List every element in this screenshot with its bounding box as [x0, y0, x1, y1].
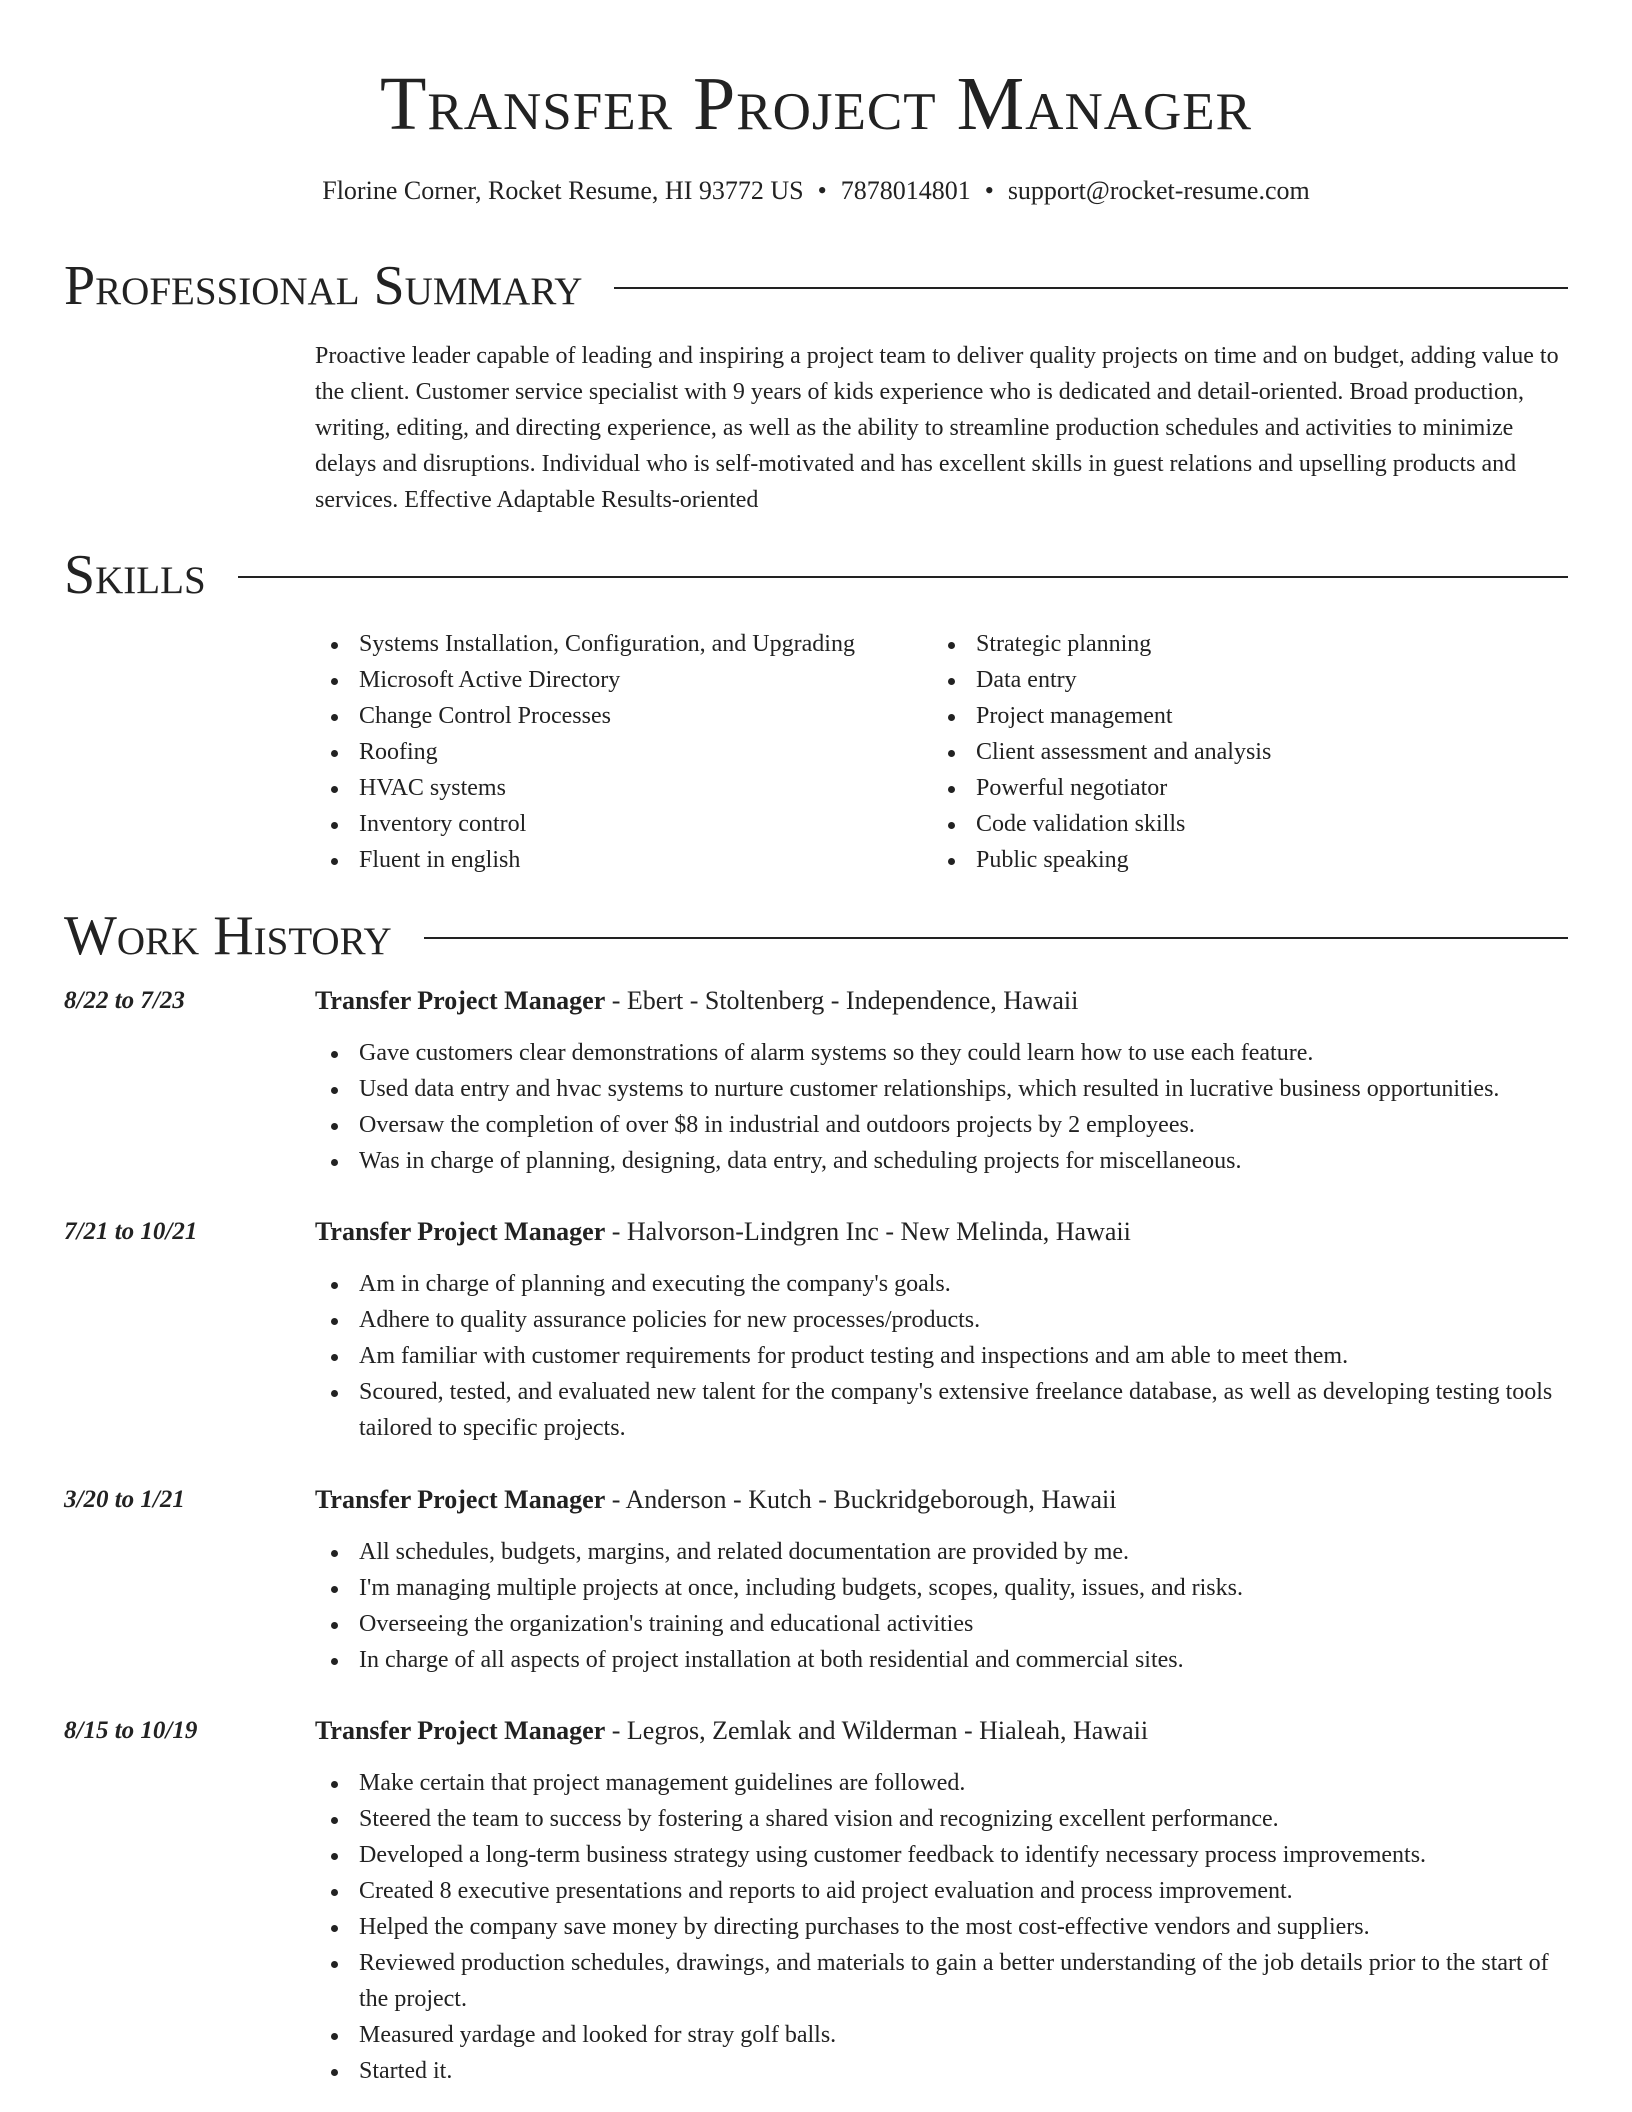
section-divider — [238, 576, 1568, 578]
job-bullet: Reviewed production schedules, drawings, and materials to gain a better understanding of the job details prior to the start of the project. — [315, 1945, 1565, 2017]
job-bullet: Developed a long-term business strategy using customer feedback to identify necessary process improvements. — [315, 1837, 1565, 1873]
skill-item: Strategic planning — [932, 626, 1549, 662]
section-divider — [424, 937, 1568, 939]
skills-column-left — [315, 626, 932, 878]
job-bullet: Overseeing the organization's training and educational activities — [315, 1606, 1565, 1642]
contact-separator: • — [984, 176, 994, 205]
skill-item: Fluent in english — [315, 842, 932, 878]
resume-title: Transfer Project Manager — [379, 62, 1253, 146]
job-title: Transfer Project Manager — [315, 1485, 606, 1514]
job-bullet: Measured yardage and looked for stray golf balls. — [315, 2017, 1565, 2053]
job-bullets — [315, 1765, 1565, 2089]
work-history-section-header — [64, 904, 1568, 968]
contact-email: support@rocket-resume.com — [1007, 176, 1310, 205]
job-bullets — [315, 1534, 1565, 1678]
job-bullet: Am in charge of planning and executing the company's goals. — [315, 1266, 1565, 1302]
skill-item: HVAC systems — [315, 770, 932, 806]
job-company: - Anderson - Kutch - Buckridgeborough, Hawaii — [605, 1485, 1117, 1514]
contact-separator: • — [817, 176, 827, 205]
job-bullet: All schedules, budgets, margins, and related documentation are provided by me. — [315, 1534, 1565, 1570]
job-company: - Ebert - Stoltenberg - Independence, Hawaii — [605, 986, 1079, 1015]
skill-item: Systems Installation, Configuration, and Upgrading — [315, 626, 932, 662]
job-company: - Halvorson-Lindgren Inc - New Melinda, Hawaii — [605, 1217, 1131, 1246]
job-dates: 7/21 to 10/21 — [64, 1218, 198, 1245]
summary-section-header — [64, 254, 1568, 318]
skills-column-right — [932, 626, 1549, 878]
summary-heading: Professional Summary — [64, 255, 583, 317]
job-bullets — [315, 1035, 1565, 1179]
skill-item: Change Control Processes — [315, 698, 932, 734]
section-divider — [614, 287, 1568, 289]
job-bullet: I'm managing multiple projects at once, including budgets, scopes, quality, issues, and risks. — [315, 1570, 1565, 1606]
summary-text: Proactive leader capable of leading and inspiring a project team to deliver quality projects on time and on budget, adding value to the client. Customer service specialist with 9 years of kids experience who is dedicated and detail-oriented. Broad production, writing, editing, and directing experience, as well as the ability to streamline production schedules and activities to minimize delays and disruptions. Individual who is self-motivated and has excellent skills in guest relations and upselling products and services. Effective Adaptable Results-oriented — [315, 343, 1559, 513]
job-heading — [315, 1713, 1148, 1749]
job-title: Transfer Project Manager — [315, 986, 606, 1015]
skill-item: Project management — [932, 698, 1549, 734]
contact-address: Florine Corner, Rocket Resume, HI 93772 US — [322, 176, 804, 205]
job-bullet: Gave customers clear demonstrations of alarm systems so they could learn how to use each feature. — [315, 1035, 1565, 1071]
skill-item: Inventory control — [315, 806, 932, 842]
skill-item: Code validation skills — [932, 806, 1549, 842]
job-bullet: Scoured, tested, and evaluated new talent for the company's extensive freelance database, as well as developing testing tools tailored to specific projects. — [315, 1374, 1565, 1446]
skill-item: Roofing — [315, 734, 932, 770]
job-bullet: Created 8 executive presentations and reports to aid project evaluation and process improvement. — [315, 1873, 1565, 1909]
job-bullet: Am familiar with customer requirements for product testing and inspections and am able to meet them. — [315, 1338, 1565, 1374]
job-heading — [315, 1214, 1131, 1250]
skill-item: Microsoft Active Directory — [315, 662, 932, 698]
job-heading — [315, 983, 1078, 1019]
job-dates: 8/22 to 7/23 — [64, 987, 185, 1014]
job-bullet: Helped the company save money by directing purchases to the most cost-effective vendors and suppliers. — [315, 1909, 1565, 1945]
job-dates: 3/20 to 1/21 — [64, 1486, 185, 1513]
contact-phone: 7878014801 — [840, 176, 971, 205]
skill-item: Public speaking — [932, 842, 1549, 878]
job-company: - Legros, Zemlak and Wilderman - Hialeah, Hawaii — [605, 1716, 1149, 1745]
job-dates: 8/15 to 10/19 — [64, 1717, 198, 1744]
job-bullet: Used data entry and hvac systems to nurture customer relationships, which resulted in lucrative business opportunities. — [315, 1071, 1565, 1107]
skills-list — [315, 626, 1565, 878]
skill-item: Client assessment and analysis — [932, 734, 1549, 770]
job-bullets — [315, 1266, 1565, 1446]
job-bullet: Was in charge of planning, designing, data entry, and scheduling projects for miscellaneous. — [315, 1143, 1565, 1179]
skill-item: Data entry — [932, 662, 1549, 698]
work-history-heading: Work History — [64, 905, 392, 967]
contact-line — [0, 174, 1632, 208]
job-bullet: Adhere to quality assurance policies for new processes/products. — [315, 1302, 1565, 1338]
job-bullet: Make certain that project management guidelines are followed. — [315, 1765, 1565, 1801]
job-heading — [315, 1482, 1116, 1518]
job-title: Transfer Project Manager — [315, 1217, 606, 1246]
job-bullet: Steered the team to success by fostering a shared vision and recognizing excellent performance. — [315, 1801, 1565, 1837]
job-bullet: Oversaw the completion of over $8 in industrial and outdoors projects by 2 employees. — [315, 1107, 1565, 1143]
skills-heading: Skills — [64, 544, 206, 606]
skills-section-header — [64, 543, 1568, 607]
job-title: Transfer Project Manager — [315, 1716, 606, 1745]
skill-item: Powerful negotiator — [932, 770, 1549, 806]
job-bullet: Started it. — [315, 2053, 1565, 2089]
job-bullet: In charge of all aspects of project installation at both residential and commercial sites. — [315, 1642, 1565, 1678]
